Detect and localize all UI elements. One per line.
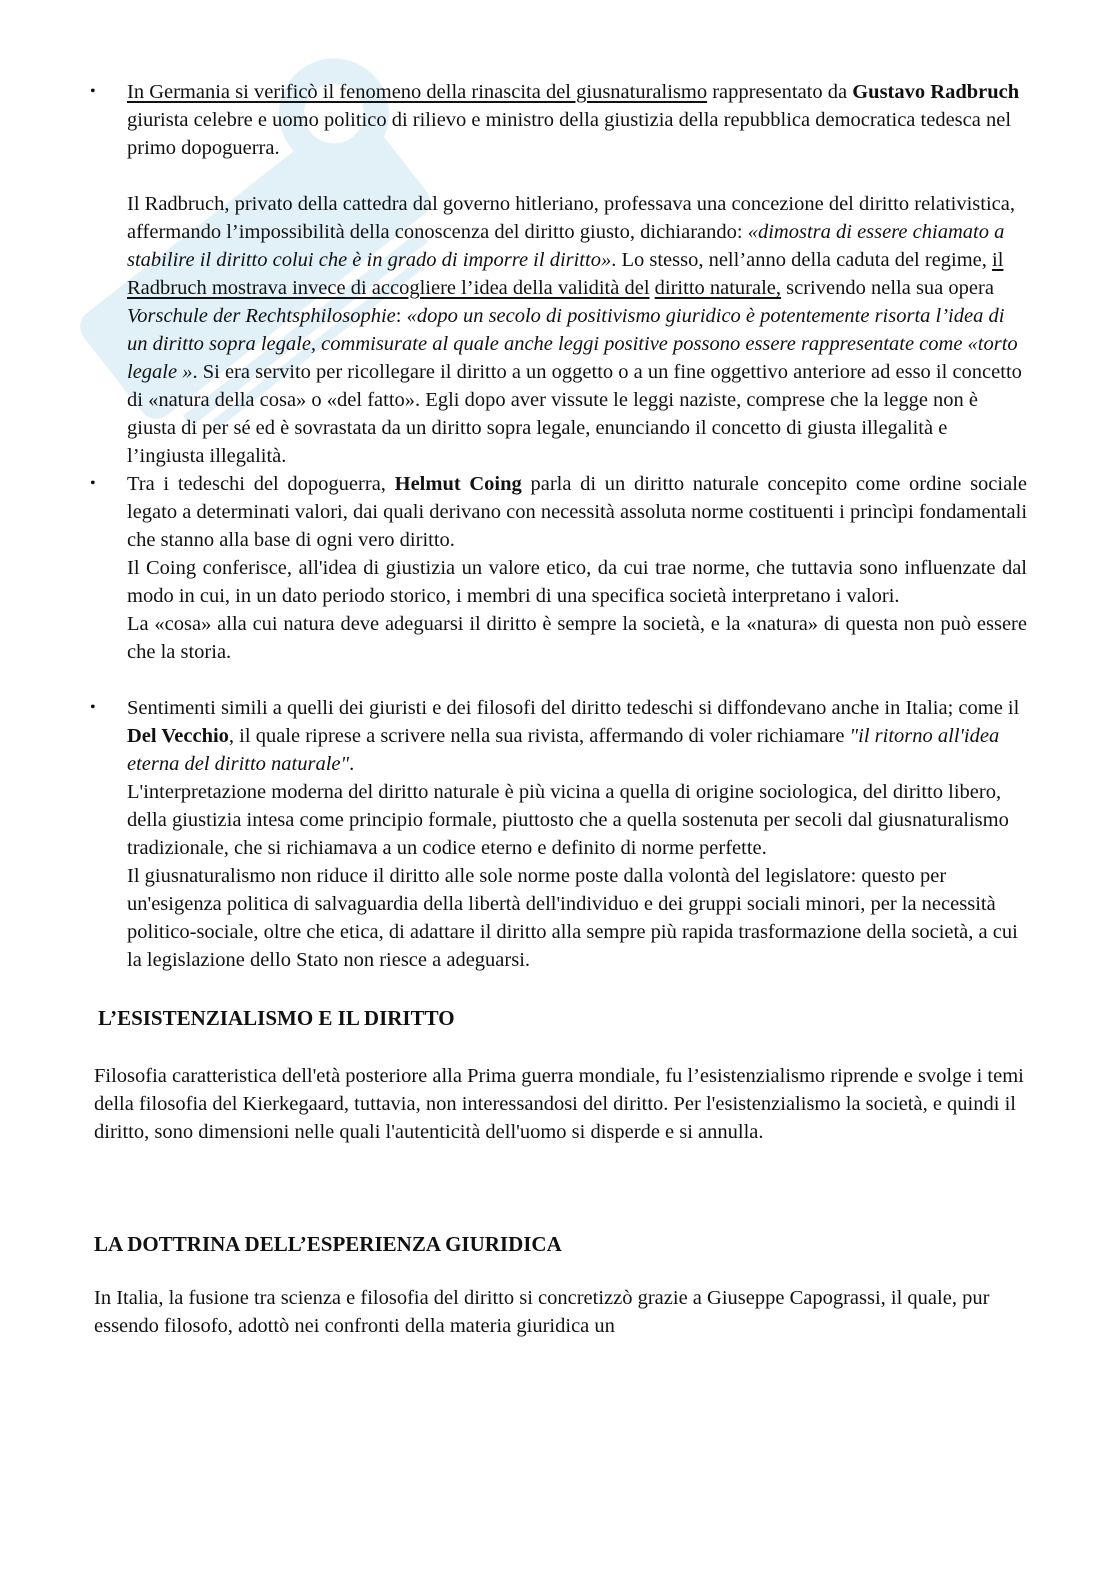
list-item: [90, 694, 1027, 974]
paragraph: La «cosa» alla cui natura deve adeguarsi il diritto è sempre la società, e la «natura» di questa non può essere che la storia.: [127, 613, 1027, 663]
section-heading: L’ESISTENZIALISMO E IL DIRITTO: [98, 1006, 455, 1030]
section-heading: LA DOTTRINA DELL’ESPERIENZA GIURIDICA: [94, 1232, 562, 1256]
paragraph: Sentimenti simili a quelli dei giuristi e dei filosofi del diritto tedeschi si diffondevano anche in Italia; come il Del Vecchio, il quale riprese a scrivere nella sua rivista, affermando di voler richiamare "il ritorno all'idea eterna del diritto naturale".: [127, 697, 1020, 775]
document-page: [0, 78, 1117, 1340]
paragraph: In Germania si verificò il fenomeno della rinascita del giusnaturalismo rappresentato da Gustavo Radbruch giurista celebre e uomo politico di rilievo e ministro della giustizia della repubblica democratica tedesca nel primo dopoguerra.: [127, 81, 1020, 159]
paragraph: Tra i tedeschi del dopoguerra, Helmut Coing parla di un diritto naturale concepito come ordine sociale legato a determinati valori, dai quali derivano con necessità assoluta norme costituenti i princìpi fondamentali che stanno alla base di ogni vero diritto.: [127, 473, 1028, 551]
paragraph: In Italia, la fusione tra scienza e filosofia del diritto si concretizzò grazie a Giuseppe Capograssi, il quale, pur essendo filosofo, adottò nei confronti della materia giuridica un: [94, 1287, 990, 1337]
bullet-icon: •: [90, 83, 96, 100]
paragraph: Il Coing conferisce, all'idea di giustizia un valore etico, da cui trae norme, che tuttavia sono influenzate dal modo in cui, in un dato periodo storico, i membri di una specifica società interpretano i valori.: [127, 557, 1027, 607]
paragraph: Il Radbruch, privato della cattedra dal governo hitleriano, professava una concezione del diritto relativistica, affermando l’impossibilità della conoscenza del diritto giusto, dichiarando: «dimostra di essere chiamato a stabilire il diritto colui che è in grado di imporre il diritto». Lo stesso, nell’anno della caduta del regime, il Radbruch mostrava invece di accogliere l’idea della validità del diritto naturale, scrivendo nella sua opera Vorschule der Rechtsphilosophie: «dopo un secolo di positivismo giuridico è potentemente risorta l’idea di un diritto sopra legale, commisurate al quale anche leggi positive possono essere rappresentate come «torto legale ». Si era servito per ricollegare il diritto a un oggetto o a un fine oggettivo anteriore ad esso il concetto di «natura della cosa» o «del fatto». Egli dopo aver vissute le leggi naziste, comprese che la legge non è giusta di per sé ed è sovrastata da un diritto sopra legale, enunciando il concetto di giusta illegalità e l’ingiusta illegalità.: [127, 193, 1022, 467]
list-item: [90, 470, 1028, 666]
bullet-icon: •: [90, 699, 96, 716]
list-item: [90, 78, 1027, 470]
paragraph: L'interpretazione moderna del diritto naturale è più vicina a quella di origine sociologica, del diritto libero, della giustizia intesa come principio formale, piuttosto che a quella sostenuta per secoli dal giusnaturalismo tradizionale, che si richiamava a un codice eterno e definito di norme perfette.: [127, 781, 1009, 859]
paragraph: Filosofia caratteristica dell'età posteriore alla Prima guerra mondiale, fu l’esistenzialismo riprende e svolge i temi della filosofia del Kierkegaard, tuttavia, non interessandosi del diritto. Per l'esistenzialismo la società, e quindi il diritto, sono dimensioni nelle quali l'autenticità dell'uomo si disperde e si annulla.: [94, 1065, 1024, 1143]
paragraph: Il giusnaturalismo non riduce il diritto alle sole norme poste dalla volontà del legislatore: questo per un'esigenza politica di salvaguardia della libertà dell'individuo e dei gruppi sociali minori, per la necessità politico-sociale, oltre che etica, di adattare il diritto alla sempre più rapida trasformazione della società, a cui la legislazione dello Stato non riesce a adeguarsi.: [127, 865, 1018, 971]
bullet-icon: •: [90, 475, 96, 492]
